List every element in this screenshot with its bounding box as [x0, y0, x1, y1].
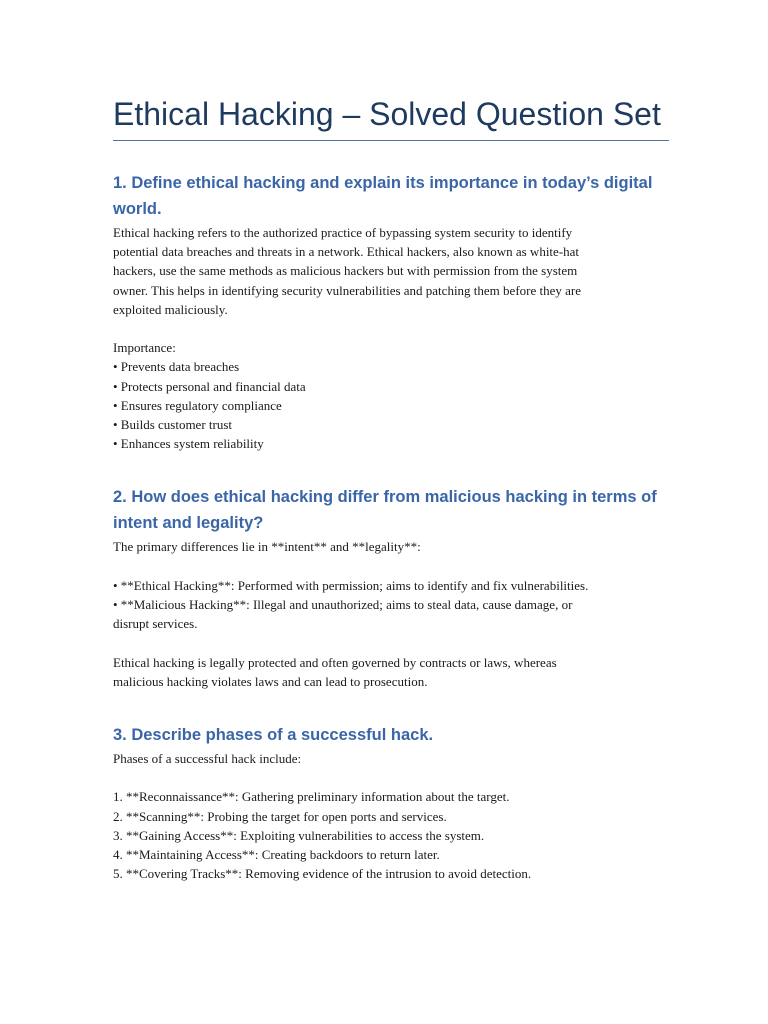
bullet-item: • Ensures regulatory compliance — [113, 397, 282, 413]
bullet-item: • Builds customer trust — [113, 417, 233, 433]
question-heading-1 — [113, 170, 655, 222]
body-line: Ethical hacking refers to the authorized practice of bypassing system security to identify — [113, 225, 573, 240]
question-section-3 — [113, 722, 655, 883]
body-line: Importance: — [113, 340, 176, 356]
numbered-item: 2. **Scanning**: Probing the target for open ports and services. — [113, 808, 447, 824]
bullet-item: • Prevents data breaches — [113, 359, 240, 375]
heading-line: 3. Describe phases of a successful hack. — [113, 726, 434, 745]
blank-line — [113, 633, 655, 652]
body-line: malicious hacking violates laws and can lead to prosecution. — [113, 673, 428, 689]
body-line: The primary differences lie in **intent** and **legality**: — [113, 539, 421, 555]
body-line: owner. This helps in identifying security vulnerabilities and patching them before they are — [113, 282, 581, 298]
question-heading-2 — [113, 484, 655, 536]
body-line: potential data breaches and threats in a network. Ethical hackers, also known as white-hat — [113, 244, 580, 260]
blank-line — [113, 768, 655, 787]
question-section-2 — [113, 484, 655, 691]
numbered-item: 4. **Maintaining Access**: Creating backdoors to return later. — [113, 847, 440, 863]
answer-body-1 — [113, 223, 655, 453]
question-section-1 — [113, 170, 655, 453]
heading-line: world. — [113, 200, 162, 218]
heading-line: intent and legality? — [113, 514, 264, 533]
body-line: disrupt services. — [113, 616, 198, 632]
answer-body-2 — [113, 537, 655, 691]
bullet-item: • Enhances system reliability — [113, 436, 264, 452]
bullet-item: • **Malicious Hacking**: Illegal and unauthorized; aims to steal data, cause damage, or — [113, 597, 573, 613]
body-line: hackers, use the same methods as malicious hackers but with permission from the system — [113, 263, 578, 279]
blank-line — [113, 319, 655, 338]
body-line: Ethical hacking is legally protected and often governed by contracts or laws, whereas — [113, 654, 557, 670]
answer-body-3 — [113, 749, 655, 883]
question-heading-3 — [113, 722, 655, 748]
numbered-item: 5. **Covering Tracks**: Removing evidence of the intrusion to avoid detection. — [113, 866, 532, 882]
heading-line: 1. Define ethical hacking and explain its importance in today’s digital — [113, 174, 653, 192]
bullet-item: • **Ethical Hacking**: Performed with permission; aims to identify and fix vulnerabilities. — [113, 577, 589, 593]
bullet-item: • Protects personal and financial data — [113, 378, 306, 394]
heading-line: 2. How does ethical hacking differ from malicious hacking in terms of — [113, 488, 657, 507]
numbered-item: 3. **Gaining Access**: Exploiting vulnerabilities to access the system. — [113, 827, 485, 843]
document-title: Ethical Hacking – Solved Question Set — [113, 96, 661, 132]
numbered-item: 1. **Reconnaissance**: Gathering preliminary information about the target. — [113, 789, 510, 805]
title-divider — [113, 140, 669, 141]
body-line: exploited maliciously. — [113, 301, 228, 317]
blank-line — [113, 557, 655, 576]
body-line: Phases of a successful hack include: — [113, 751, 302, 767]
